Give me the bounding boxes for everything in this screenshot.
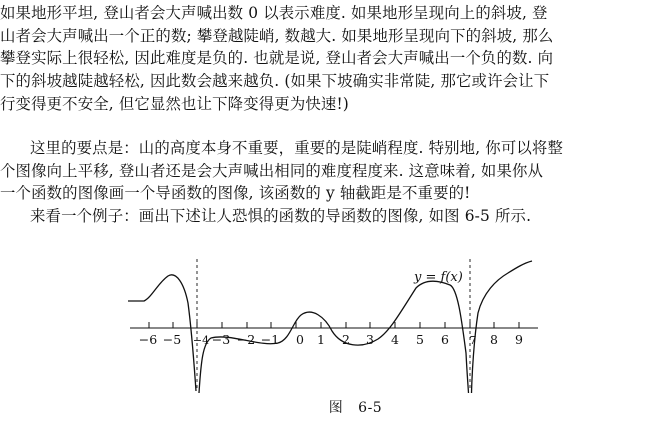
tick-label: 2 [342,332,350,347]
text-line: 行变得更不安全, 但它显然也让下降变得更为快速!) [0,94,349,113]
tick-label: −2 [236,332,256,347]
tick-label: 6 [441,332,449,347]
asymptote-label: −4 [192,334,210,347]
caption-number: 6-5 [358,400,383,416]
tick-label: 5 [416,332,424,347]
function-graph [100,243,540,395]
caption-prefix: 图 [328,400,344,416]
tick-label: −3 [211,332,231,347]
tick-label: 8 [490,332,498,347]
tick-label: 9 [515,332,523,347]
text-line: 一个函数的图像画一个导函数的图像, 该函数的 y 轴截距是不重要的! [0,184,471,203]
tick-label: −5 [162,332,182,347]
text-line: 山者会大声喊出一个正的数; 攀登越陡峭, 数越大. 如果地形呈现向下的斜坡, 那么 [0,26,554,45]
paragraph-3 [0,205,671,228]
text-line: 这里的要点是：山的高度本身不重要，重要的是陡峭程度. 特别地, 你可以将整 [30,139,564,157]
x-ticks [149,322,519,328]
figure-caption [0,397,671,417]
curve-label: y = f(x) [414,270,463,285]
text-line: 下的斜坡越陡越轻松, 因此数会越来越负. (如果下坡确实非常陡, 那它或许会让下 [0,72,550,91]
tick-label: 4 [391,332,399,347]
paragraph-1 [0,2,671,115]
text-line: 如果地形平坦, 登山者会大声喊出数 0 以表示难度. 如果地形呈现向上的斜坡, 登 [0,4,548,22]
tick-label: 1 [317,332,325,347]
asymptote-label: 7 [469,334,477,347]
tick-label: 3 [366,332,374,347]
text-line: 攀登实际上很轻松, 因此难度是负的. 也就是说, 登山者会大声喊出一个负的数. 向 [0,49,554,68]
curve-right-branch [469,261,533,393]
tick-label: −6 [138,332,158,347]
tick-label: −1 [260,332,280,347]
tick-label: 0 [296,332,304,347]
text-line: 个图像向上平移, 登山者还是会大声喊出相同的难度程度来. 这意味着, 如果你从 [0,161,544,180]
text-line: 来看一个例子：画出下述让人恐惧的函数的导函数的图像, 如图 6-5 所示. [30,207,532,225]
paragraph-2 [0,137,671,205]
